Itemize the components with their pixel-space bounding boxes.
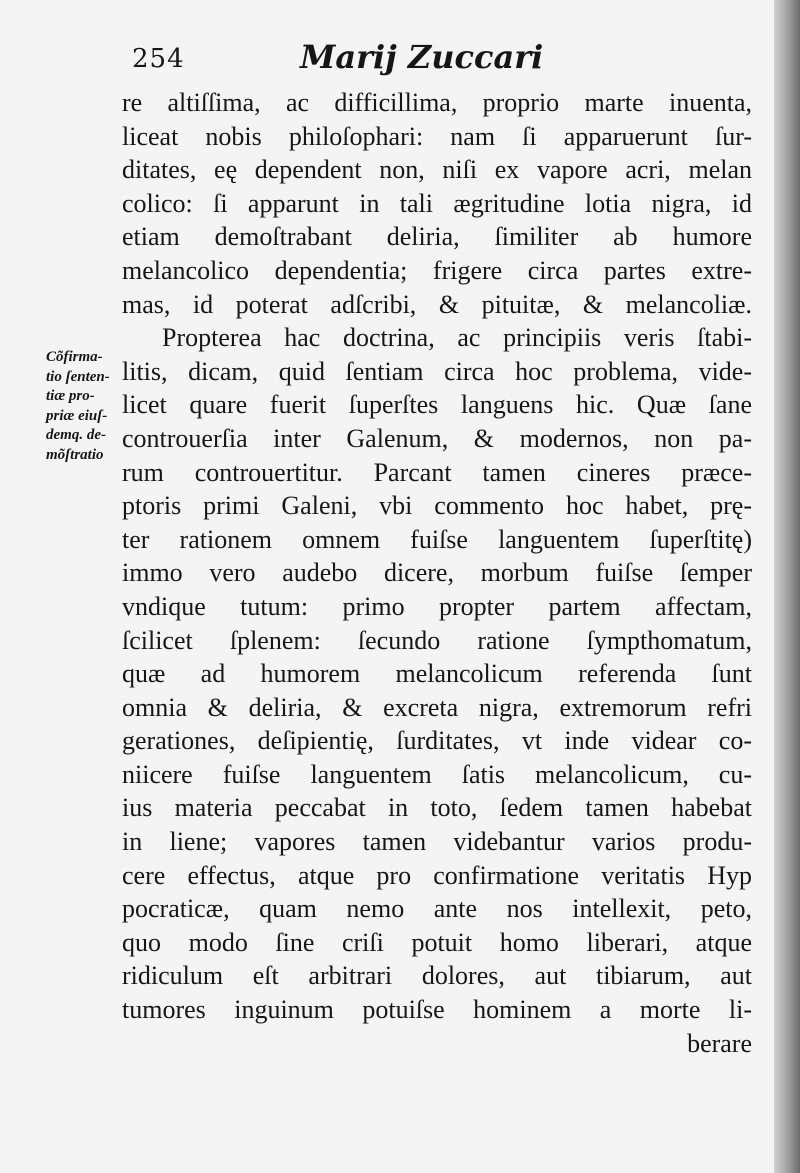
text-line: ter rationem omnem fuiſse languentem ſuperſtitę) — [122, 524, 752, 554]
margin-note-line: tio ſenten- — [46, 368, 110, 385]
text-line: rum controuertitur. Parcant tamen cineres præce- — [122, 457, 752, 487]
margin-note-line: demq. de- — [46, 427, 106, 443]
text-line: etiam demoſtrabant deliria, ſimiliter ab humore — [122, 222, 752, 252]
page-edge-shadow — [774, 0, 800, 1173]
page-header — [0, 38, 800, 82]
text-line: re altiſſima, ac difficillima, proprio marte inuenta, — [122, 88, 752, 117]
text-line: tumores inguinum potuiſse hominem a morte li- — [122, 995, 752, 1025]
text-line: licet quare fuerit ſuperſtes languens hic. Quæ ſane — [122, 390, 752, 420]
margin-note-line: tiæ pro- — [46, 388, 95, 404]
text-line: omnia & deliria, & excreta nigra, extremorum refri — [122, 692, 752, 722]
text-line: quæ ad humorem melancolicum referenda ſunt — [122, 659, 752, 689]
text-line: gerationes, deſipientię, ſurditates, vt inde videar co- — [122, 726, 752, 756]
margin-note-line: Cõfirma- — [46, 349, 103, 365]
text-line: in liene; vapores tamen videbantur varios produ- — [122, 827, 752, 857]
text-line: controuerſia inter Galenum, & modernos, non pa- — [122, 423, 752, 453]
margin-note-line: mõſtratio — [46, 446, 104, 463]
catchword: berare — [687, 1028, 752, 1058]
text-line: niicere fuiſse languentem ſatis melancolicum, cu- — [122, 759, 752, 789]
text-line: pocraticæ, quam nemo ante nos intellexit, peto, — [122, 894, 752, 924]
text-line: melancolico dependentia; frigere circa partes extre- — [122, 255, 752, 285]
text-line: ridiculum eſt arbitrari dolores, aut tibiarum, aut — [122, 961, 752, 991]
text-line: immo vero audebo dicere, morbum fuiſse ſemper — [122, 558, 752, 588]
body-text — [122, 86, 752, 1060]
running-head: Marij Zuccari — [300, 38, 544, 76]
text-line: colico: ſi apparunt in tali ægritudine lotia nigra, id — [122, 188, 752, 218]
text-line: Propterea hac doctrina, ac principiis veris ſtabi- — [162, 323, 752, 353]
text-line: ſcilicet ſplenem: ſecundo ratione ſympthomatum, — [122, 625, 752, 655]
text-line: vndique tutum: primo propter partem affectam, — [122, 591, 752, 621]
text-line: ius materia peccabat in toto, ſedem tamen habebat — [122, 793, 752, 823]
text-line: litis, dicam, quid ſentiam circa hoc problema, vide- — [122, 356, 752, 386]
margin-note — [46, 348, 126, 465]
text-line: quo modo ſine criſi potuit homo liberari, atque — [122, 927, 752, 957]
text-line: liceat nobis philoſophari: nam ſi apparuerunt ſur- — [122, 121, 752, 151]
text-line: mas, id poterat adſcribi, & pituitæ, & melancoliæ. — [122, 289, 752, 319]
margin-note-line: priæ eiuſ- — [46, 407, 108, 424]
page-number: 254 — [132, 44, 185, 74]
text-line: ptoris primi Galeni, vbi commento hoc habet, prę- — [122, 491, 752, 521]
text-line: ditates, eę dependent non, niſi ex vapore acri, melan — [122, 155, 752, 185]
text-line: cere effectus, atque pro confirmatione veritatis Hyp — [122, 860, 752, 890]
